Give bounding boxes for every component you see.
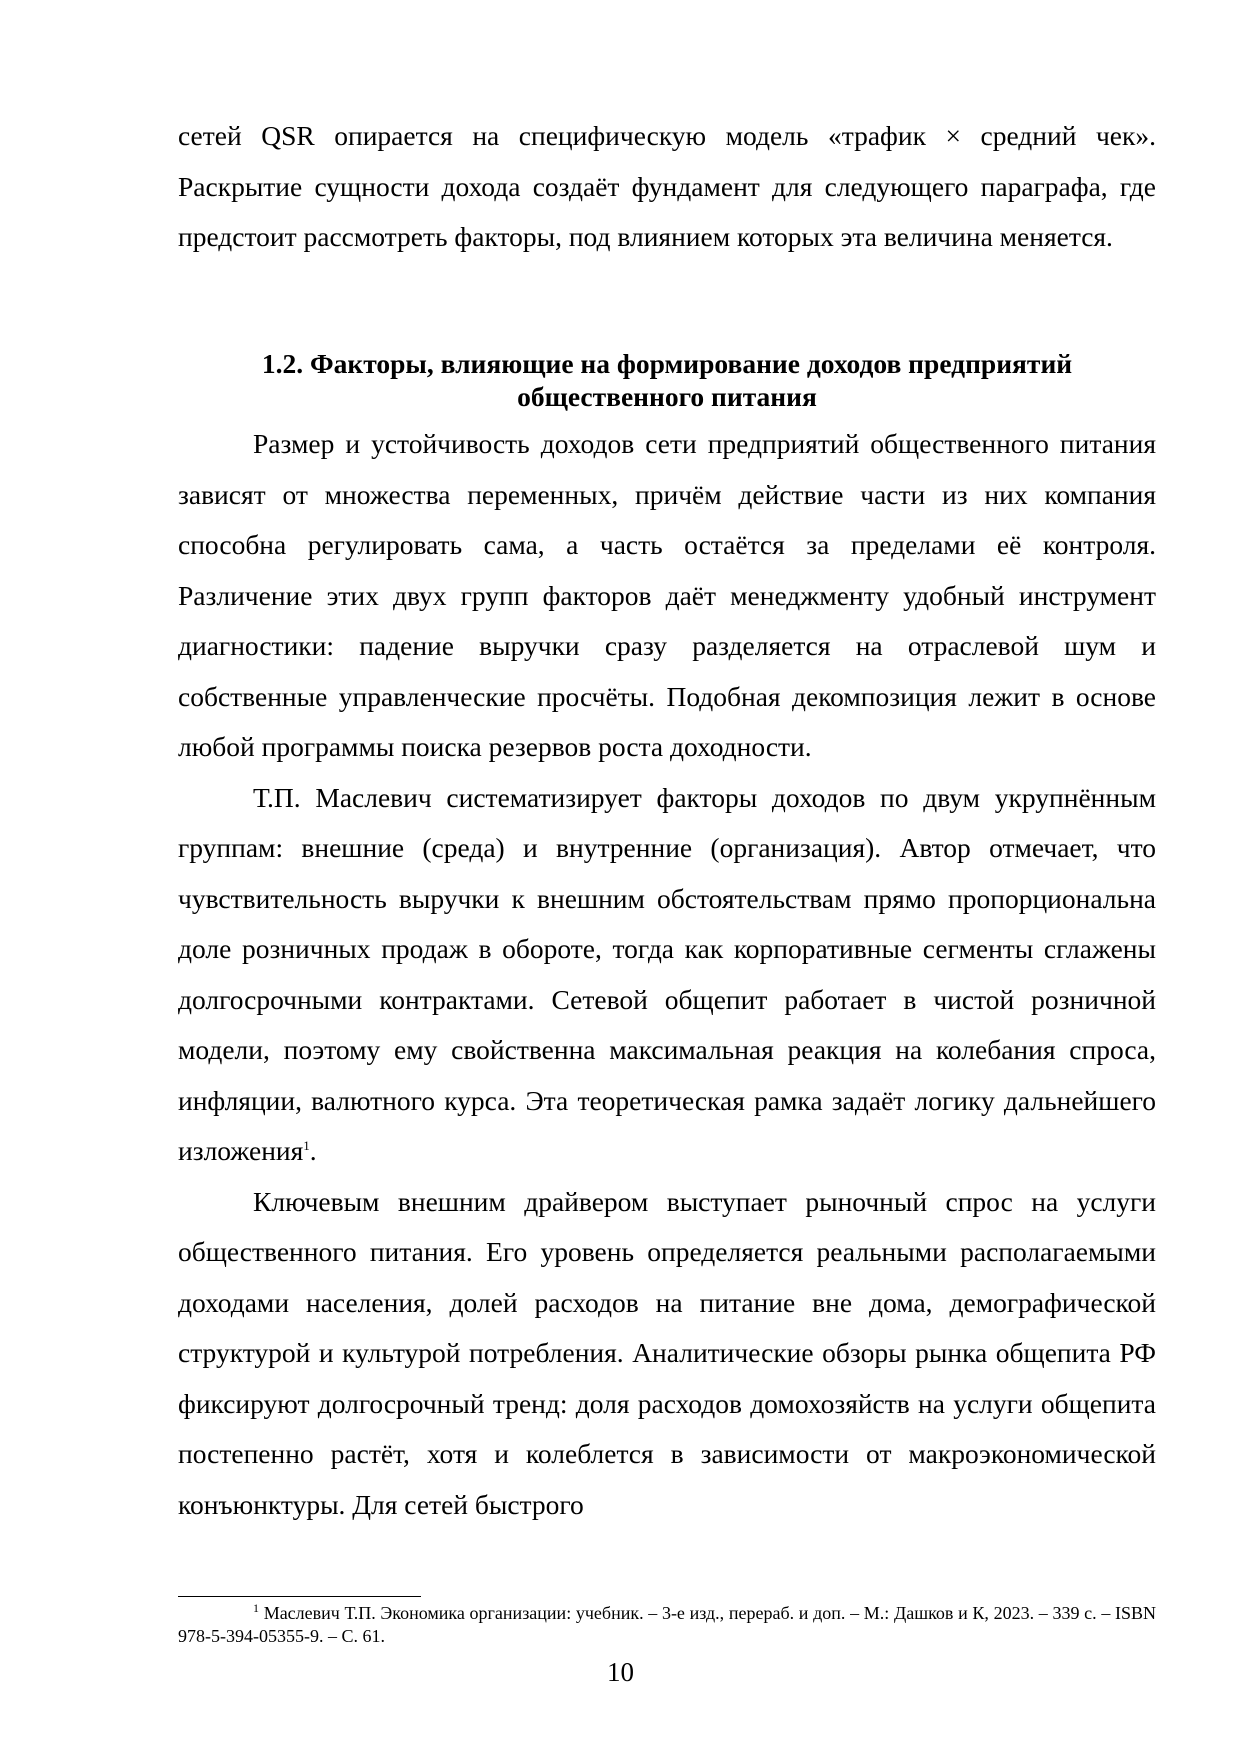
footnote-reference[interactable]: 1 (303, 1137, 310, 1153)
intro-paragraph: сетей QSR опирается на специфическую модель «трафик × средний чек». Раскрытие сущности дохода создаёт фундамент для следующего параграфа, где предстоит рассмотреть факторы, под влиянием которых эта величина меняется. (178, 120, 1156, 252)
section-body (178, 419, 1156, 1530)
footnote-text: Маслевич Т.П. Экономика организации: учебник. – 3-е изд., перераб. и доп. – М.: Дашков и К, 2023. – 339 с. – ISBN 978-5-394-05355-9. – С. 61. (178, 1603, 1157, 1646)
footnote-number: 1 (253, 1601, 259, 1615)
body-paragraph-2-end: . (309, 1135, 317, 1166)
body-paragraph-2 (178, 773, 1156, 1177)
body-paragraph-2-text: Т.П. Маслевич систематизирует факторы доходов по двум укрупнённым группам: внешние (среда) и внутренние (организация). Автор отмечает, что чувствительность выручки к внешним обстоятельствам прямо пропорциональна доле розничных продаж в обороте, тогда как корпоративные сегменты сглажены долгосрочными контрактами. Сетевой общепит работает в чистой розничной модели, поэтому ему свойственна максимальная реакция на колебания спроса, инфляции, валютного курса. Эта теоретическая рамка задаёт логику дальнейшего изложения (178, 781, 1156, 1166)
footnote-separator (178, 1596, 421, 1597)
section-heading (178, 347, 1156, 413)
intro-text (178, 111, 1156, 263)
section-heading-line-2: общественного питания (517, 381, 817, 412)
page-number: 10 (607, 1657, 634, 1687)
body-paragraph-1: Размер и устойчивость доходов сети предприятий общественного питания зависят от множества переменных, причём действие части из них компания способна регулировать сама, а часть остаётся за пределами её контроля. Различение этих двух групп факторов даёт менеджменту удобный инструмент диагностики: падение выручки сразу разделяется на отраслевой шум и собственные управленческие просчёты. Подобная декомпозиция лежит в основе любой программы поиска резервов роста доходности. (178, 428, 1156, 762)
body-paragraph-3: Ключевым внешним драйвером выступает рыночный спрос на услуги общественного питания. Его уровень определяется реальными располагаемыми доходами населения, долей расходов на питание вне дома, демографической структурой и культурой потребления. Аналитические обзоры рынка общепита РФ фиксируют долгосрочный тренд: доля расходов домохозяйств на услуги общепита постепенно растёт, хотя и колеблется в зависимости от макроэкономической конъюнктуры. Для сетей быстрого (178, 1185, 1156, 1520)
section-heading-line-1: 1.2. Факторы, влияющие на формирование доходов предприятий (261, 348, 1073, 379)
footnote (178, 1602, 1156, 1648)
